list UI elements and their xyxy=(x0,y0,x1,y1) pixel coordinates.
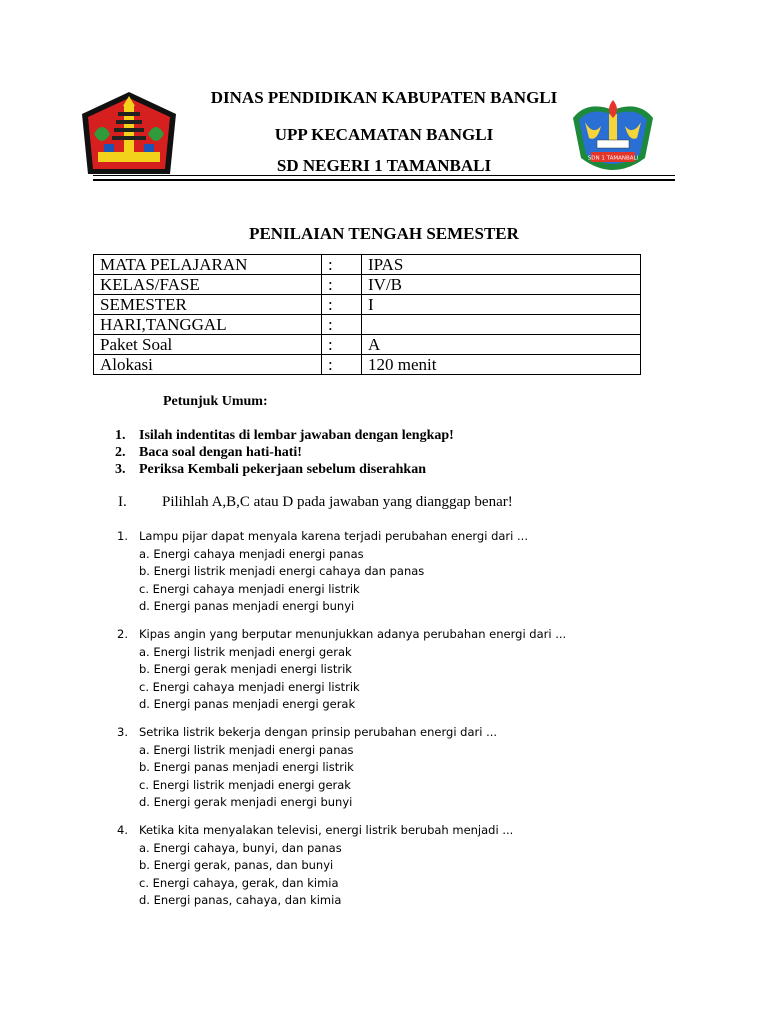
question-item xyxy=(117,528,677,616)
header-district: UPP KECAMATAN BANGLI xyxy=(274,125,494,144)
answer-option: d. Energi gerak menjadi energi bunyi xyxy=(139,795,353,810)
info-separator: : xyxy=(322,315,362,335)
question-stem xyxy=(117,822,677,840)
answer-option: c. Energi cahaya, gerak, dan kimia xyxy=(139,875,339,890)
question-item xyxy=(117,724,677,812)
info-row xyxy=(94,255,641,275)
question-text: Ketika kita menyalakan televisi, energi listrik berubah menjadi ... xyxy=(139,822,514,837)
section-number: I. xyxy=(118,494,127,510)
answer-option: a. Energi listrik menjadi energi panas xyxy=(139,742,354,757)
answer-option: c. Energi cahaya menjadi energi listrik xyxy=(139,581,360,596)
info-label: Alokasi xyxy=(94,355,322,375)
info-row xyxy=(94,275,641,295)
question-stem xyxy=(117,626,677,644)
answer-option: a. Energi cahaya menjadi energi panas xyxy=(139,546,364,561)
header-agency: DINAS PENDIDIKAN KABUPATEN BANGLI xyxy=(210,88,558,107)
answer-option: d. Energi panas menjadi energi bunyi xyxy=(139,599,355,614)
info-row xyxy=(94,295,641,315)
answer-option: b. Energi gerak, panas, dan bunyi xyxy=(139,858,334,873)
info-separator: : xyxy=(322,255,362,275)
question-stem xyxy=(117,528,677,546)
instruction-item xyxy=(115,427,454,444)
answer-option: d. Energi panas menjadi energi gerak xyxy=(139,697,356,712)
info-value: IV/B xyxy=(362,275,641,295)
question-number: 4. xyxy=(117,822,128,837)
answer-option: c. Energi listrik menjadi energi gerak xyxy=(139,777,351,792)
question-item xyxy=(117,626,677,714)
exam-info-table xyxy=(93,254,641,375)
question-list xyxy=(117,528,677,920)
info-separator: : xyxy=(322,335,362,355)
question-number: 2. xyxy=(117,626,128,641)
section-text: Pilihlah A,B,C atau D pada jawaban yang dianggap benar! xyxy=(162,494,513,510)
info-row xyxy=(94,335,641,355)
instruction-text: Baca soal dengan hati-hati! xyxy=(139,445,302,460)
info-label: SEMESTER xyxy=(94,295,322,315)
answer-option: b. Energi gerak menjadi energi listrik xyxy=(139,662,352,677)
school-logo xyxy=(567,96,659,180)
question-item xyxy=(117,822,677,910)
info-row xyxy=(94,355,641,375)
info-separator: : xyxy=(322,275,362,295)
instruction-text: Isilah indentitas di lembar jawaban dengan lengkap! xyxy=(139,428,454,443)
instruction-item xyxy=(115,444,454,461)
instructions-list xyxy=(115,427,454,478)
school-logo-text: SDN 1 TAMANBALI xyxy=(587,155,639,162)
info-value: A xyxy=(362,335,641,355)
header-school: SD NEGERI 1 TAMANBALI xyxy=(276,156,492,175)
info-label: Paket Soal xyxy=(94,335,322,355)
question-text: Kipas angin yang berputar menunjukkan adanya perubahan energi dari ... xyxy=(139,626,567,641)
question-stem xyxy=(117,724,677,742)
answer-option: b. Energi panas menjadi energi listrik xyxy=(139,760,354,775)
info-value: IPAS xyxy=(362,255,641,275)
answer-option: a. Energi cahaya, bunyi, dan panas xyxy=(139,840,342,855)
info-label: MATA PELAJARAN xyxy=(94,255,322,275)
info-value: 120 menit xyxy=(362,355,641,375)
instruction-number: 2. xyxy=(115,445,126,460)
instruction-item xyxy=(115,461,454,478)
answer-option: d. Energi panas, cahaya, dan kimia xyxy=(139,893,342,908)
instruction-number: 3. xyxy=(115,462,126,477)
question-number: 1. xyxy=(117,529,128,543)
instructions-heading: Petunjuk Umum: xyxy=(163,394,268,409)
info-value: I xyxy=(362,295,641,315)
section-instruction xyxy=(118,494,513,511)
info-label: KELAS/FASE xyxy=(94,275,322,295)
header-rule-thick xyxy=(93,179,675,181)
info-separator: : xyxy=(322,355,362,375)
question-text: Lampu pijar dapat menyala karena terjadi perubahan energi dari ... xyxy=(139,529,528,543)
answer-option: b. Energi listrik menjadi energi cahaya dan panas xyxy=(139,564,425,579)
question-text: Setrika listrik bekerja dengan prinsip perubahan energi dari ... xyxy=(139,724,498,739)
instruction-text: Periksa Kembali pekerjaan sebelum diserahkan xyxy=(139,462,427,477)
info-value xyxy=(362,315,641,335)
exam-title: PENILAIAN TENGAH SEMESTER xyxy=(249,224,519,243)
info-separator: : xyxy=(322,295,362,315)
info-row xyxy=(94,315,641,335)
info-label: HARI,TANGGAL xyxy=(94,315,322,335)
instruction-number: 1. xyxy=(115,428,126,443)
header-rule-thin xyxy=(93,175,675,176)
answer-option: a. Energi listrik menjadi energi gerak xyxy=(139,644,352,659)
answer-option: c. Energi cahaya menjadi energi listrik xyxy=(139,679,360,694)
question-number: 3. xyxy=(117,724,128,739)
